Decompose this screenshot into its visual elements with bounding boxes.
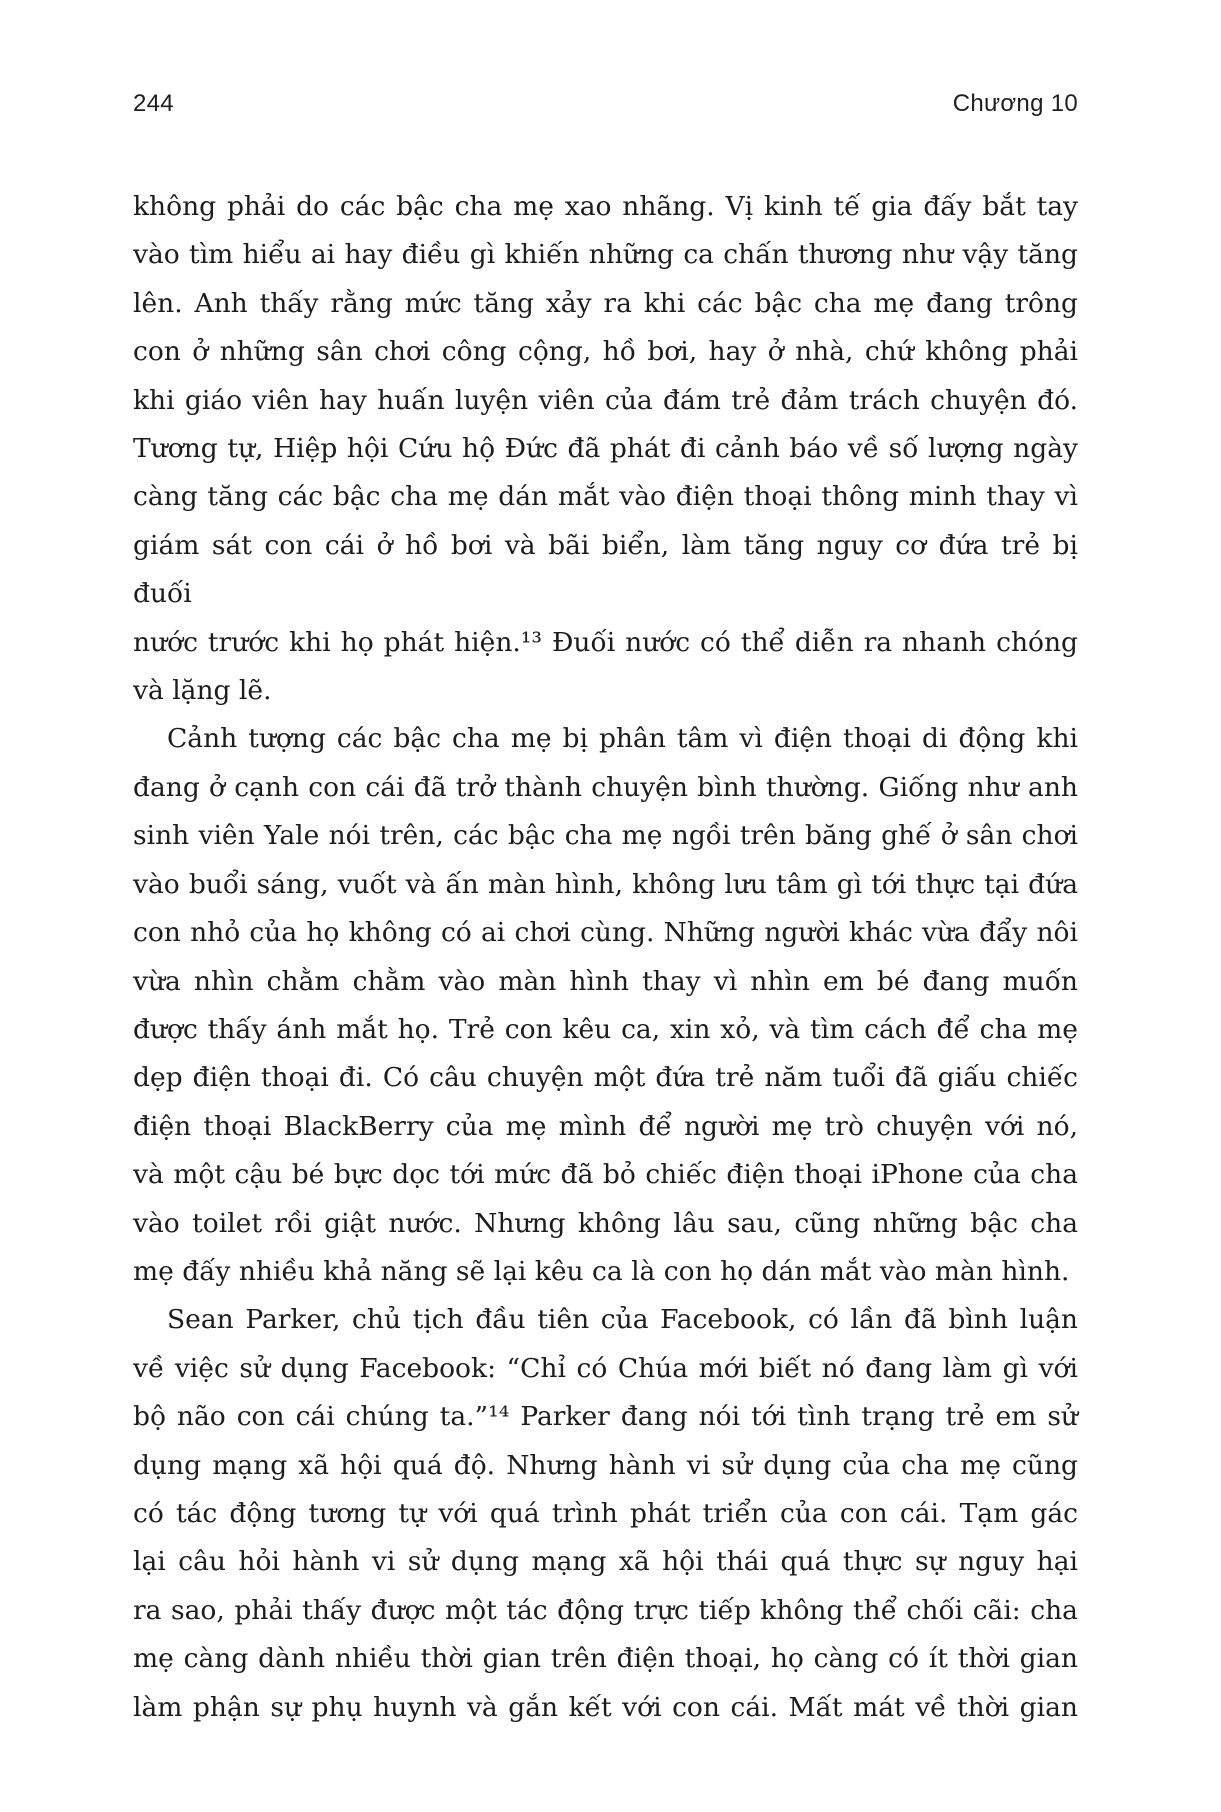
text-line: lên. Anh thấy rằng mức tăng xảy ra khi các bậc cha mẹ đang trông bbox=[133, 287, 1078, 319]
text-line: giám sát con cái ở hồ bơi và bãi biển, làm tăng nguy cơ đứa trẻ bị đuối bbox=[133, 529, 1078, 610]
text-line: vào toilet rồi giật nước. Nhưng không lâu sau, cũng những bậc cha bbox=[133, 1207, 1078, 1239]
paragraph bbox=[133, 1296, 1078, 1732]
text-line: đang ở cạnh con cái đã trở thành chuyện bình thường. Giống như anh bbox=[133, 771, 1078, 803]
text-line: nước trước khi họ phát hiện.¹³ Đuối nước có thể diễn ra nhanh chóng bbox=[133, 626, 1078, 658]
text-line: có tác động tương tự với quá trình phát triển của con cái. Tạm gác bbox=[133, 1497, 1078, 1529]
page-header bbox=[133, 90, 1078, 118]
text-line: ra sao, phải thấy được một tác động trực tiếp không thể chối cãi: cha bbox=[133, 1594, 1078, 1626]
body-text bbox=[133, 183, 1078, 1732]
text-line: làm phận sự phụ huynh và gắn kết với con cái. Mất mát về thời gian bbox=[133, 1691, 1078, 1723]
paragraph bbox=[133, 183, 1078, 715]
text-line: sinh viên Yale nói trên, các bậc cha mẹ ngồi trên băng ghế ở sân chơi bbox=[133, 820, 1078, 852]
text-line: vào tìm hiểu ai hay điều gì khiến những ca chấn thương như vậy tăng bbox=[133, 239, 1078, 271]
text-line: và lặng lẽ. bbox=[133, 675, 272, 707]
text-line: và một cậu bé bực dọc tới mức đã bỏ chiếc điện thoại iPhone của cha bbox=[133, 1159, 1078, 1191]
text-line: càng tăng các bậc cha mẹ dán mắt vào điện thoại thông minh thay vì bbox=[133, 481, 1078, 513]
text-line: dụng mạng xã hội quá độ. Nhưng hành vi sử dụng của cha mẹ cũng bbox=[133, 1449, 1078, 1481]
chapter-title: Chương 10 bbox=[952, 90, 1078, 117]
paragraph bbox=[133, 715, 1078, 1296]
text-line: không phải do các bậc cha mẹ xao nhãng. Vị kinh tế gia đấy bắt tay bbox=[133, 191, 1078, 222]
text-line: về việc sử dụng Facebook: “Chỉ có Chúa mới biết nó đang làm gì với bbox=[133, 1352, 1078, 1384]
text-line: con nhỏ của họ không có ai chơi cùng. Những người khác vừa đẩy nôi bbox=[133, 917, 1078, 949]
text-line: mẹ đấy nhiều khả năng sẽ lại kêu ca là con họ dán mắt vào màn hình. bbox=[133, 1255, 1070, 1287]
text-line: Cảnh tượng các bậc cha mẹ bị phân tâm vì điện thoại di động khi bbox=[167, 723, 1078, 755]
text-line: được thấy ánh mắt họ. Trẻ con kêu ca, xin xỏ, và tìm cách để cha mẹ bbox=[133, 1013, 1078, 1045]
page-number: 244 bbox=[133, 90, 174, 117]
text-line: khi giáo viên hay huấn luyện viên của đám trẻ đảm trách chuyện đó. bbox=[133, 384, 1078, 416]
text-line: lại câu hỏi hành vi sử dụng mạng xã hội thái quá thực sự nguy hại bbox=[133, 1546, 1078, 1578]
text-line: vào buổi sáng, vuốt và ấn màn hình, không lưu tâm gì tới thực tại đứa bbox=[133, 868, 1078, 900]
text-line: Tương tự, Hiệp hội Cứu hộ Đức đã phát đi cảnh báo về số lượng ngày bbox=[133, 433, 1078, 465]
text-line: vừa nhìn chằm chằm vào màn hình thay vì nhìn em bé đang muốn bbox=[133, 965, 1078, 997]
text-line: con ở những sân chơi công cộng, hồ bơi, hay ở nhà, chứ không phải bbox=[133, 336, 1078, 368]
text-line: bộ não con cái chúng ta.”¹⁴ Parker đang nói tới tình trạng trẻ em sử bbox=[133, 1401, 1078, 1433]
text-line: dẹp điện thoại đi. Có câu chuyện một đứa trẻ năm tuổi đã giấu chiếc bbox=[133, 1062, 1078, 1094]
text-line: mẹ càng dành nhiều thời gian trên điện thoại, họ càng có ít thời gian bbox=[133, 1643, 1078, 1675]
text-line: Sean Parker, chủ tịch đầu tiên của Facebook, có lần đã bình luận bbox=[167, 1304, 1078, 1336]
text-line: điện thoại BlackBerry của mẹ mình để người mẹ trò chuyện với nó, bbox=[133, 1110, 1078, 1142]
